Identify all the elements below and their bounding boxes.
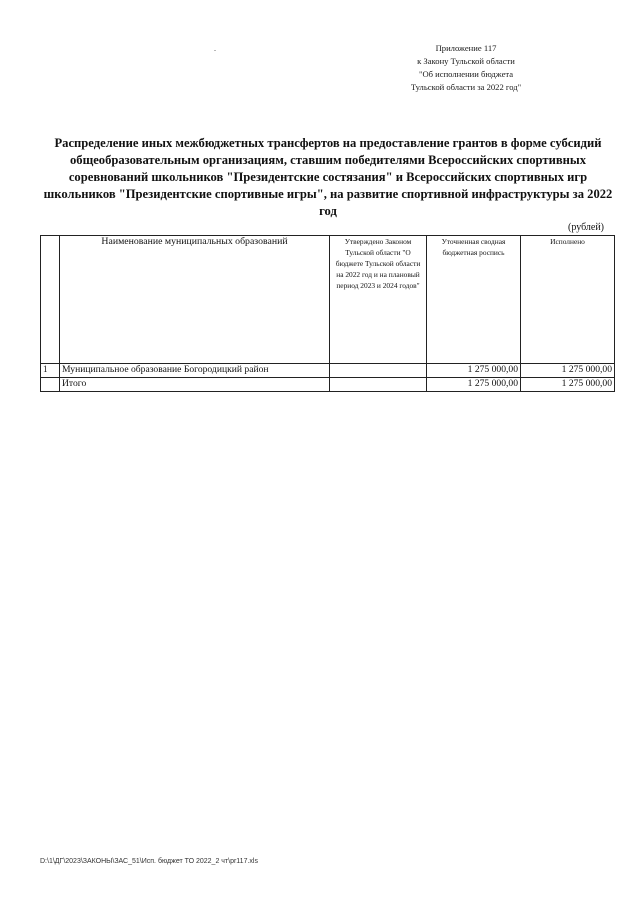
appendix-header [396,42,536,94]
table-total-row [41,378,615,392]
total-executed: 1 275 000,00 [521,378,615,392]
stray-mark: . [214,44,216,53]
appendix-line: "Об исполнении бюджета [418,69,514,79]
row-number: 1 [41,364,60,378]
row-municipality: Муниципальное образование Богородицкий район [60,364,330,378]
appendix-line: Тульской области за 2022 год" [410,82,522,92]
row-revised: 1 275 000,00 [427,364,521,378]
appendix-line: к Закону Тульской области [417,56,515,66]
document-title: Распределение иных межбюджетных трансфертов на предоставление грантов в форме субсидий общеобразовательным организациям, ставшим победителями Всероссийских спортивных соревнований школьников "Президентские состязания" и Всероссийских спортивных игр школьников "Президентские спортивные игры", на развитие спортивной инфраструктуры за 2022 год [43,136,613,218]
total-approved [330,378,427,392]
row-executed: 1 275 000,00 [521,364,615,378]
total-label: Итого [60,378,330,392]
total-revised: 1 275 000,00 [427,378,521,392]
allocation-table [40,235,615,392]
table-header-row [41,236,615,364]
column-header-approved: Утверждено Законом Тульской области "О бюджете Тульской области на 2022 год и на плановый период 2023 и 2024 годов" [330,236,427,364]
unit-label: (рублей) [568,222,605,233]
file-path-footer: D:\1\ДГ\2023\ЗАКОНЫ\ЗАС_51\Исп. бюджет ТО 2022_2 чт\pr117.xls [40,858,258,865]
column-header-revised: Уточненная сводная бюджетная роспись [427,236,521,364]
total-number [41,378,60,392]
column-header-executed: Исполнено [521,236,615,364]
row-approved [330,364,427,378]
column-header-number [41,236,60,364]
column-header-name: Наименование муниципальных образований [60,236,330,364]
table-row [41,364,615,378]
appendix-line: Приложение 117 [435,43,497,53]
